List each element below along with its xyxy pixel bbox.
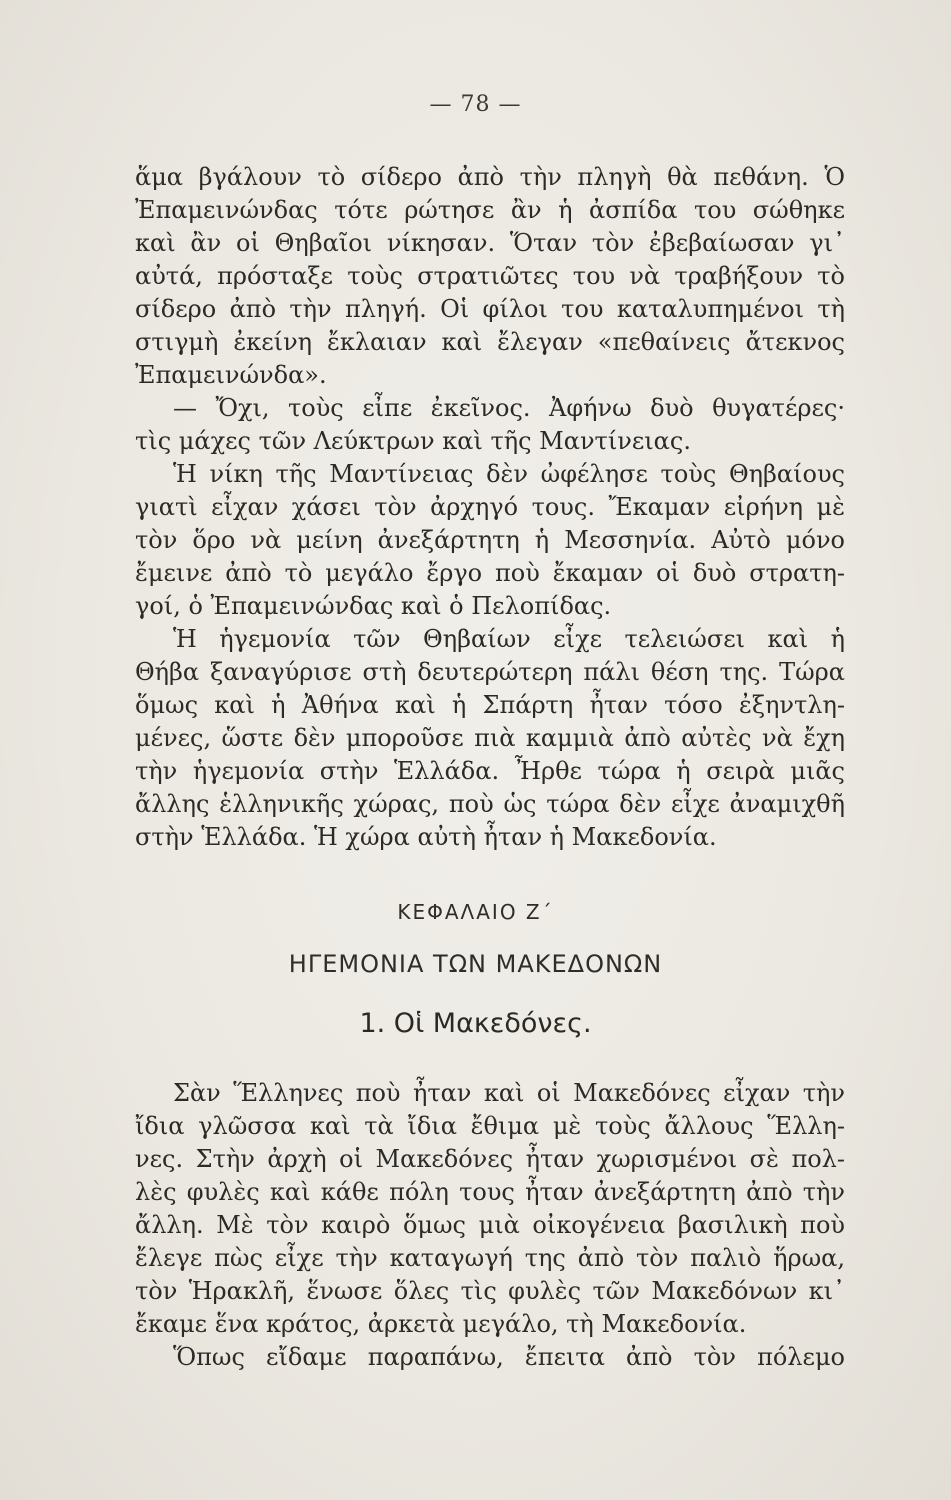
- text-line: ἔλεγε πὼς εἶχε τὴν καταγωγή της ἀπὸ τὸν παλιὸ ἥρωα,: [135, 1244, 845, 1272]
- text-line: λὲς φυλὲς καὶ κάθε πόλη τους ἦταν ἀνεξάρτητη ἀπὸ τὴν: [135, 1178, 845, 1206]
- text-line: Ἡ νίκη τῆς Μαντίνειας δὲν ὠφέλησε τοὺς Θηβαίους: [173, 460, 845, 488]
- text-line: Σὰν Ἕλληνες ποὺ ἦταν καὶ οἱ Μακεδόνες εἶχαν τὴν: [173, 1079, 845, 1107]
- text-line: αὐτά, πρόσταξε τοὺς στρατιῶτες του νὰ τραβήξουν τὸ: [135, 262, 845, 290]
- text-line: τὸν ὅρο νὰ μείνη ἀνεξάρτητη ἡ Μεσσηνία. Αὐτὸ μόνο: [135, 526, 845, 554]
- chapter-label: ΚΕΦΑΛΑΙΟ Ζ΄: [397, 900, 554, 924]
- text-line: ἴδια γλῶσσα καὶ τὰ ἴδια ἔθιμα μὲ τοὺς ἄλλους Ἕλλη-: [135, 1112, 845, 1140]
- text-line: ἔκαμε ἕνα κράτος, ἀρκετὰ μεγάλο, τὴ Μακεδονία.: [135, 1310, 747, 1338]
- text-line: γιατὶ εἶχαν χάσει τὸν ἀρχηγό τους. Ἔκαμαν εἰρήνη μὲ: [135, 493, 845, 521]
- text-line: καὶ ἂν οἱ Θηβαῖοι νίκησαν. Ὅταν τὸν ἐβεβαίωσαν γι᾽: [135, 229, 845, 257]
- text-line: ἄλλη. Μὲ τὸν καιρὸ ὅμως μιὰ οἰκογένεια βασιλικὴ ποὺ: [135, 1211, 845, 1239]
- text-line: ἄλλης ἑλληνικῆς χώρας, ποὺ ὡς τώρα δὲν εἶχε ἀναμιχθῆ: [135, 790, 845, 818]
- text-line: Θήβα ξαναγύρισε στὴ δευτερώτερη πάλι θέση της. Τώρα: [135, 658, 845, 686]
- text-line: Ἐπαμεινώνδα».: [135, 361, 327, 389]
- text-line: ἅμα βγάλουν τὸ σίδερο ἀπὸ τὴν πληγὴ θὰ πεθάνη. Ὁ: [135, 163, 845, 191]
- text-line: στιγμὴ ἐκείνη ἔκλαιαν καὶ ἔλεγαν «πεθαίνεις ἄτεκνος: [135, 328, 845, 356]
- text-line: Ἐπαμεινώνδας τότε ρώτησε ἂν ἡ ἀσπίδα του σώθηκε: [135, 196, 845, 224]
- text-line: νες. Στὴν ἀρχὴ οἱ Μακεδόνες ἦταν χωρισμένοι σὲ πολ-: [135, 1145, 845, 1173]
- text-line: μένες, ὥστε δὲν μποροῦσε πιὰ καμμιὰ ἀπὸ αὐτὲς νὰ ἔχη: [135, 724, 845, 752]
- text-line: ὅμως καὶ ἡ Ἀθήνα καὶ ἡ Σπάρτη ἦταν τόσο ἐξηντλη-: [135, 691, 845, 719]
- text-line: στὴν Ἑλλάδα. Ἡ χώρα αὐτὴ ἦταν ἡ Μακεδονία.: [135, 823, 717, 851]
- text-line: ἔμεινε ἀπὸ τὸ μεγάλο ἔργο ποὺ ἔκαμαν οἱ δυὸ στρατη-: [135, 559, 845, 587]
- page-number: — 78 —: [429, 92, 522, 117]
- text-line: τὸν Ἡρακλῆ, ἕνωσε ὅλες τὶς φυλὲς τῶν Μακεδόνων κι᾽: [135, 1277, 845, 1305]
- text-line: τὴν ἡγεμονία στὴν Ἑλλάδα. Ἦρθε τώρα ἡ σειρὰ μιᾶς: [135, 757, 845, 785]
- section-heading: 1. Οἱ Μακεδόνες.: [359, 1008, 592, 1039]
- text-line: — Ὄχι, τοὺς εἶπε ἐκεῖνος. Ἀφήνω δυὸ θυγατέρες·: [173, 394, 845, 422]
- text-line: Ἡ ἡγεμονία τῶν Θηβαίων εἶχε τελειώσει καὶ ἡ: [173, 625, 845, 653]
- text-line: γοί, ὁ Ἐπαμεινώνδας καὶ ὁ Πελοπίδας.: [135, 592, 612, 620]
- chapter-title: ΗΓΕΜΟΝΙΑ ΤΩΝ ΜΑΚΕΔΟΝΩΝ: [288, 950, 663, 978]
- text-line: Ὅπως εἴδαμε παραπάνω, ἔπειτα ἀπὸ τὸν πόλεμο: [173, 1343, 845, 1371]
- text-line: σίδερο ἀπὸ τὴν πληγή. Οἱ φίλοι του καταλυπημένοι τὴ: [135, 295, 845, 323]
- text-line: τὶς μάχες τῶν Λεύκτρων καὶ τῆς Μαντίνειας.: [135, 427, 691, 455]
